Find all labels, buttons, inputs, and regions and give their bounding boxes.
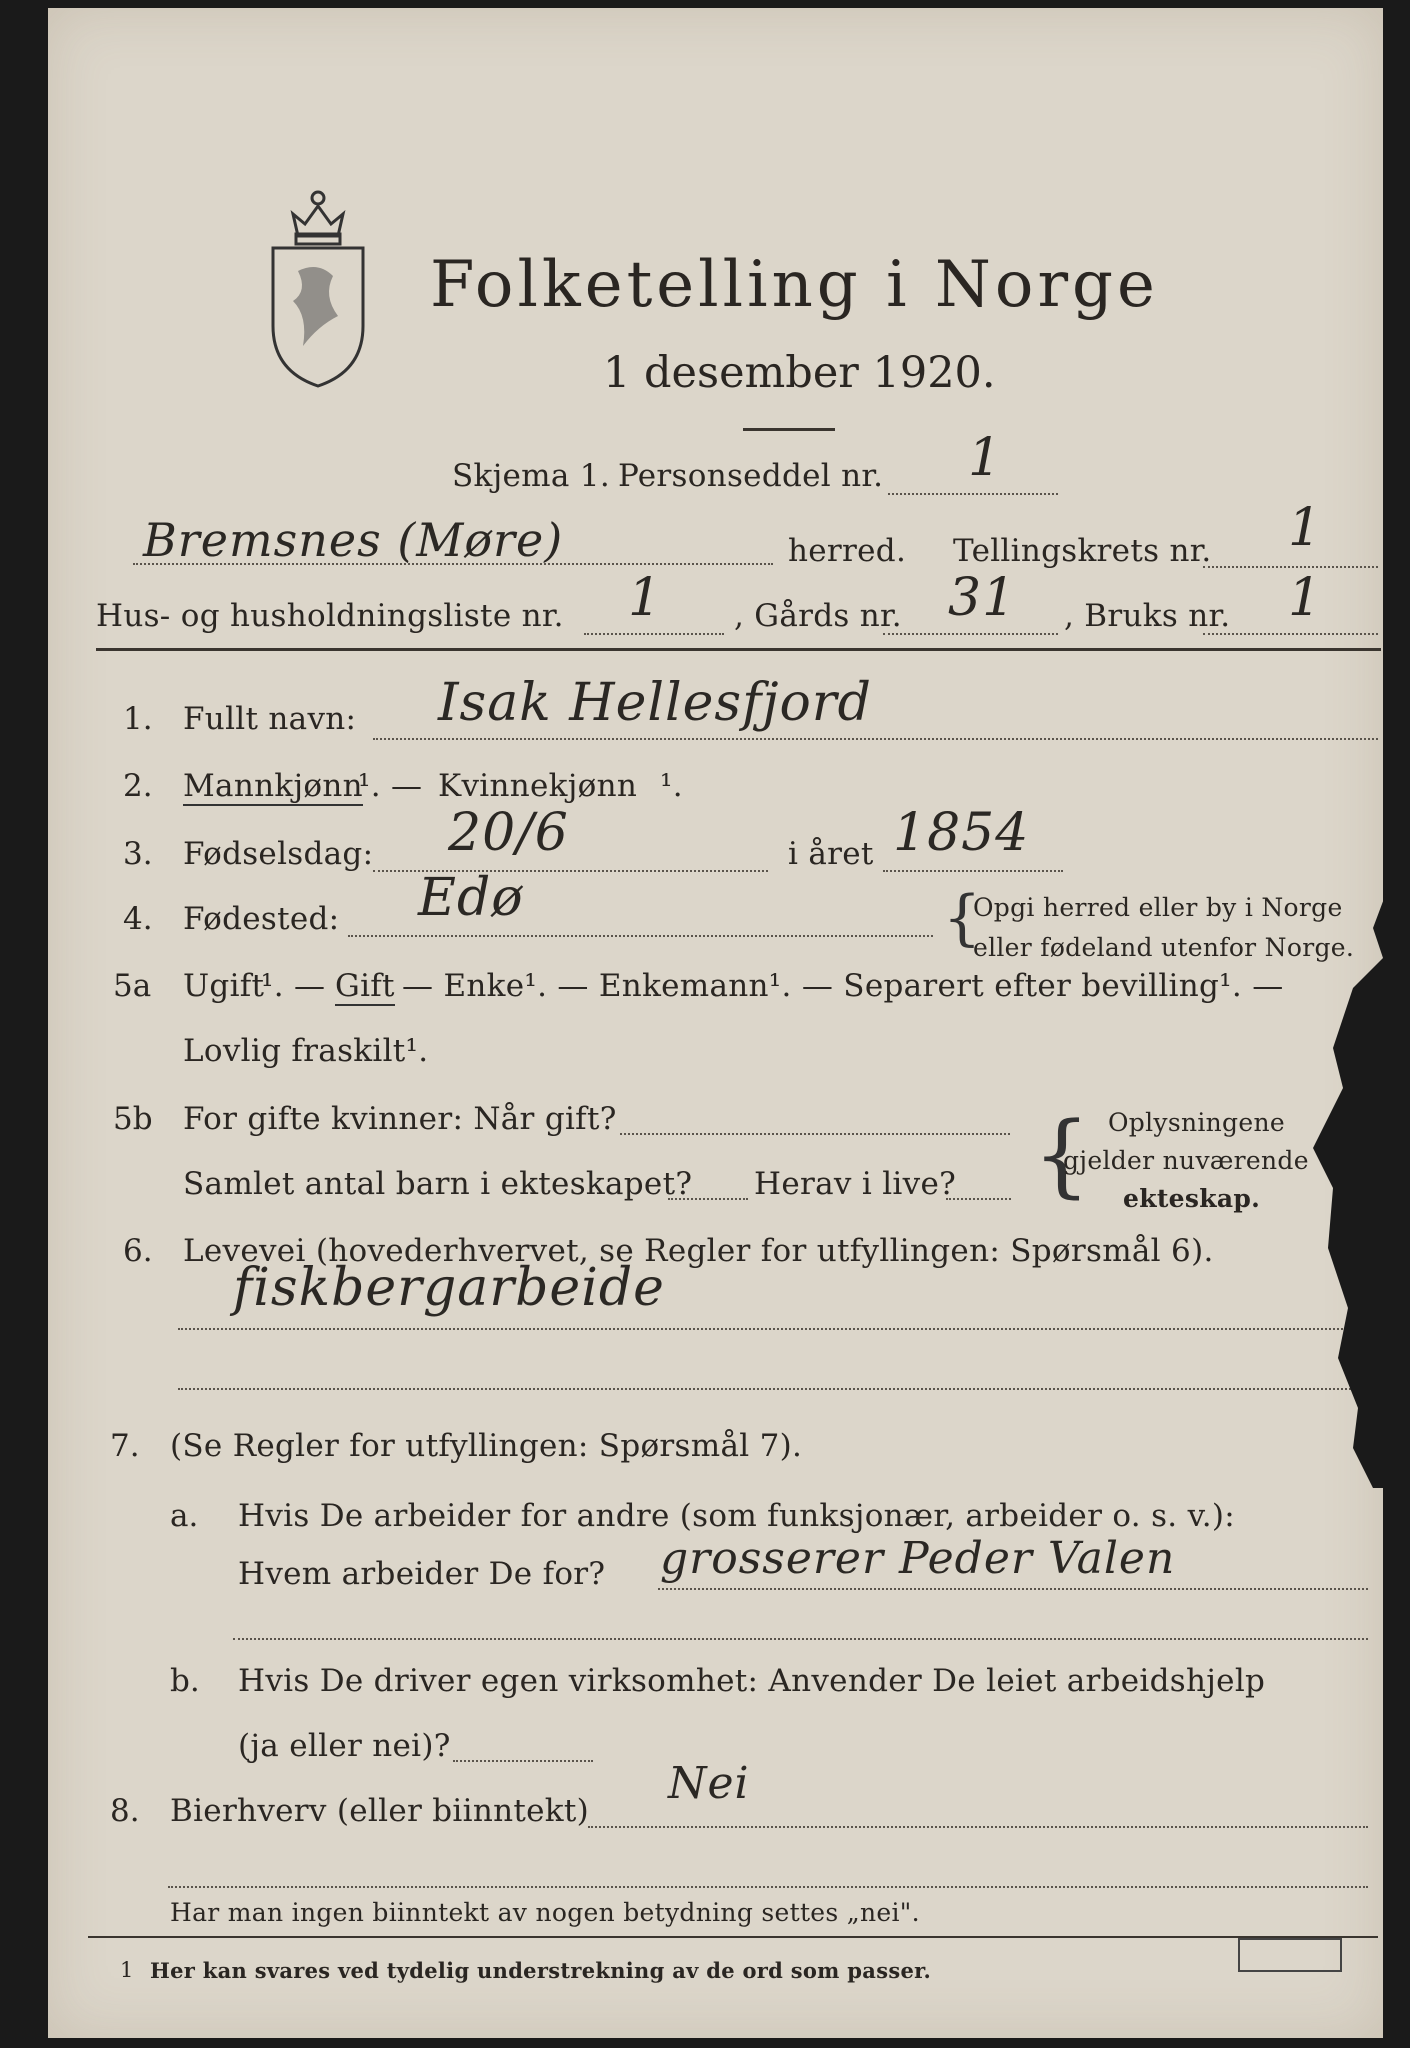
dotted-line [588,1826,1368,1828]
q1-number: 1. [123,701,153,737]
dotted-line [453,1760,593,1762]
dotted-line [888,493,1058,495]
q3-year-label: i året [788,836,874,872]
q6-label: Levevei (hovederhvervet, se Regler for utfyllingen: Spørsmål 6). [183,1233,1214,1269]
dotted-line [168,1886,1368,1888]
footnote-mark: 1 [120,1958,134,1982]
dotted-line [373,738,1378,740]
norwegian-coat-of-arms-icon [263,176,373,391]
q2-number: 2. [123,768,153,804]
q5a-gift: Gift [335,968,395,1004]
tellingskrets-value: 1 [1288,498,1323,558]
footnote-text: Her kan svares ved tydelig understrekning av de ord som passer. [150,1958,932,1983]
q5b-note-1: Oplysningene [1108,1108,1285,1137]
q5a-number: 5a [113,968,152,1004]
census-date: 1 desember 1920. [603,348,996,398]
personseddel-label: Personseddel nr. [618,458,884,494]
q1-label: Fullt navn: [183,701,357,737]
q5a-sup: ¹. — [261,968,326,1004]
printer-stamp-icon [1238,1938,1342,1972]
q3-label: Fødselsdag: [183,836,374,872]
q4-number: 4. [123,901,153,937]
dotted-line [178,1388,1378,1390]
gards-label: , Gårds nr. [734,598,902,634]
dotted-line [883,870,1063,872]
q8-label: Bierhverv (eller biinntekt) [170,1793,590,1829]
dotted-line [883,633,1058,635]
q8-number: 8. [110,1793,140,1829]
q2-sup1: ¹. — [358,768,423,804]
q7b-line2: (ja eller nei)? [238,1728,451,1764]
q2-sup2: ¹. [660,768,683,804]
hus-label: Hus- og husholdningsliste nr. [96,598,564,634]
q6-number: 6. [123,1233,153,1269]
dotted-line [658,1588,1368,1590]
q5b-note-3: ekteskap. [1123,1184,1261,1213]
q5b-line1: For gifte kvinner: Når gift? [183,1101,617,1137]
q5b-number: 5b [113,1101,153,1137]
torn-edge [1293,888,1410,1488]
title-divider [743,428,835,431]
skjema-label: Skjema 1. [452,458,610,494]
header-divider [96,648,1381,651]
footnote-divider [88,1936,1378,1938]
dotted-line [946,1198,1011,1200]
q5b-line2: Samlet antal barn i ekteskapet? [183,1166,693,1202]
q4-note-1: Opgi herred eller by i Norge [973,893,1343,922]
q2-male: Mannkjønn [183,768,363,804]
q2-female: Kvinnekjønn [438,768,638,804]
q7b-letter: b. [170,1663,200,1699]
q6-value: fiskbergarbeide [233,1258,665,1318]
bruks-value: 1 [1288,568,1323,628]
q5a-ugift: Ugift [183,968,265,1004]
q7a-line2: Hvem arbeider De for? [238,1556,606,1592]
q5b-note-2: gjelder nuværende [1063,1146,1309,1175]
dotted-line [584,633,724,635]
dotted-line [1203,633,1378,635]
q7-label: (Se Regler for utfyllingen: Spørsmål 7). [170,1428,803,1464]
dotted-line [233,1638,1368,1640]
census-form-sheet [48,8,1383,2038]
dotted-line [178,1328,1378,1330]
q7a-line1: Hvis De arbeider for andre (som funksjonær, arbeider o. s. v.): [238,1498,1236,1534]
q8-note: Har man ingen biinntekt av nogen betydning settes „nei". [170,1898,920,1927]
q5a-line2: Lovlig fraskilt¹. [183,1033,429,1069]
tellingskrets-label: Tellingskrets nr. [953,533,1212,569]
bruks-label: , Bruks nr. [1064,598,1231,634]
gards-value: 31 [948,568,1017,628]
q7b-line1: Hvis De driver egen virksomhet: Anvender De leiet arbeidshjelp [238,1663,1266,1699]
q4-value: Edø [418,868,524,928]
q4-note-2: eller fødeland utenfor Norge. [973,933,1355,962]
q4-label: Fødested: [183,901,340,937]
herred-value: Bremsnes (Møre) [143,513,564,567]
q3-number: 3. [123,836,153,872]
q7a-letter: a. [170,1498,199,1534]
q7a-value: grosserer Peder Valen [660,1533,1176,1584]
q5a-rest: — Enke¹. — Enkemann¹. — Separert efter bevilling¹. — [402,968,1284,1004]
q3-value: 20/6 [448,803,569,863]
q5b-line2b: Herav i live? [754,1166,957,1202]
herred-label: herred. [788,533,907,569]
q3-year-value: 1854 [893,803,1030,863]
q4-brace: { [943,883,982,953]
personseddel-value: 1 [968,428,1003,488]
hus-value: 1 [628,568,663,628]
q1-value: Isak Hellesfjord [438,673,872,733]
dotted-line [620,1133,1010,1135]
dotted-line [668,1198,748,1200]
dotted-line [348,935,933,937]
form-title: Folketelling i Norge [430,248,1159,322]
q5b-brace: { [1033,1103,1091,1208]
q8-value: Nei [668,1758,750,1809]
q7-number: 7. [110,1428,140,1464]
